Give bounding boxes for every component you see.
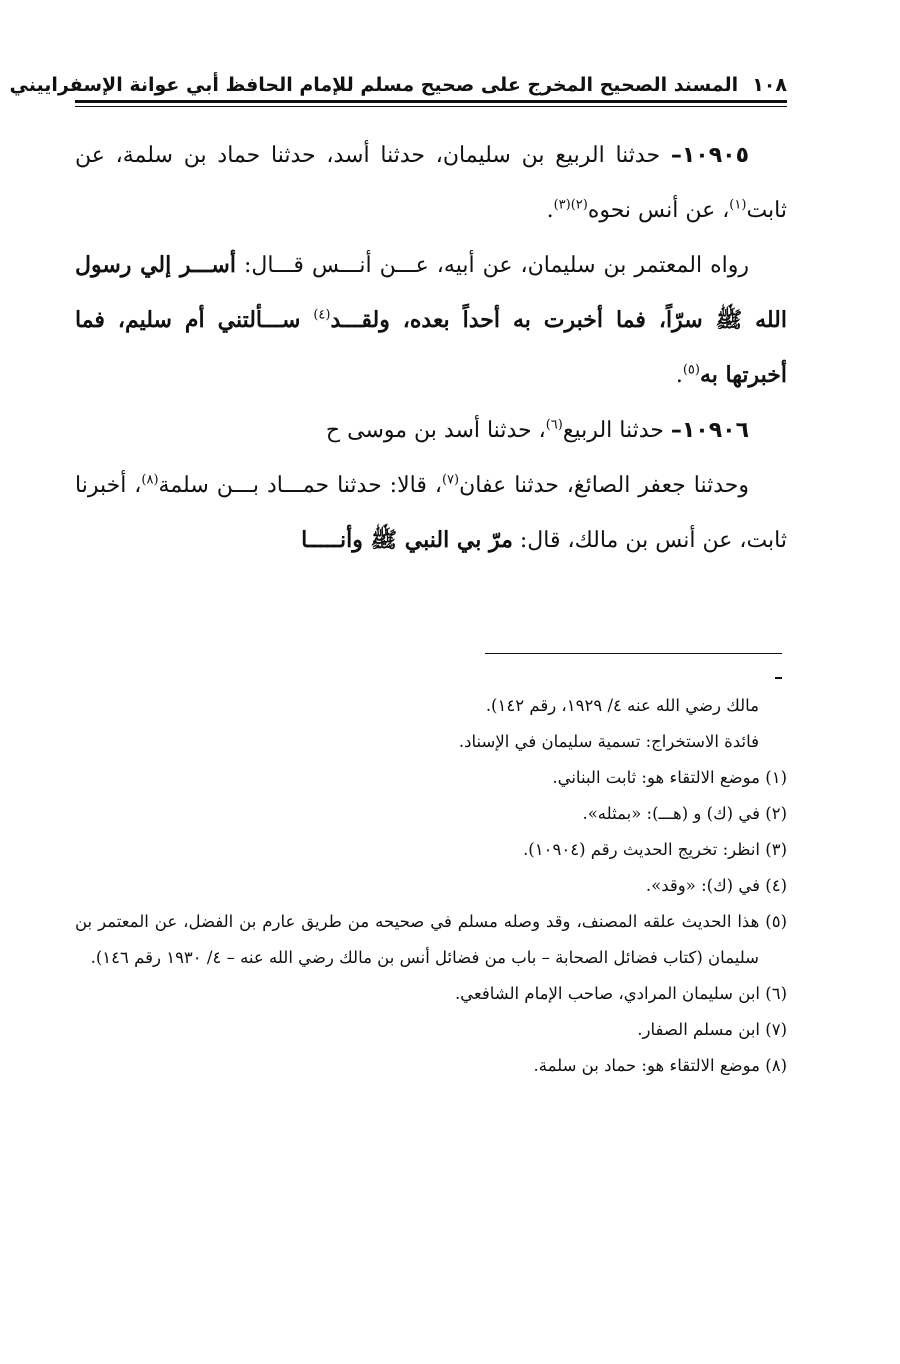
header-rule-thin bbox=[75, 106, 787, 107]
footnote-ref[interactable]: (٨) bbox=[141, 472, 159, 488]
mutaba-text: . bbox=[675, 363, 683, 388]
footnote-ref[interactable]: (٢) bbox=[570, 197, 588, 213]
hadith-10905 bbox=[75, 128, 787, 238]
hadith-number: ١٠٩٠٥ bbox=[681, 143, 749, 168]
running-header bbox=[9, 62, 787, 96]
hadith-text: ، عن أنس نحوه bbox=[587, 198, 730, 223]
matn-bold: أســـر إلي رسول الله ﷺ سرّاً، فما أخبرت به أحداً بعده، ولقـــد bbox=[75, 252, 787, 333]
footnote-item: (٣) انظر: تخريج الحديث رقم (١٠٩٠٤). bbox=[523, 840, 787, 859]
book-title: المسند الصحيح المخرج على صحيح مسلم للإمام الحافظ أبي عوانة الإسفراييني bbox=[9, 74, 739, 96]
hadith-text: ، قالا: حدثنا حمـــاد بـــن سلمة bbox=[158, 473, 442, 498]
footnote-carryover: فائدة الاستخراج: تسمية سليمان في الإسناد. bbox=[458, 732, 759, 751]
matn-bold: مرّ بي النبي ﷺ وأنـــــا bbox=[301, 527, 513, 553]
footnote-ref[interactable]: (٦) bbox=[545, 417, 563, 433]
hadith-text: ، حدثنا أسد بن موسى ح bbox=[325, 418, 546, 443]
footnote-ref[interactable]: (٧) bbox=[441, 472, 460, 488]
page-number: ١٠٨ bbox=[752, 74, 787, 96]
footnote-item: (٢) في (ك) و (هـــ): «بمثله». bbox=[582, 804, 787, 823]
hadith-10906-continued bbox=[75, 458, 787, 568]
footnote-item: (٧) ابن مسلم الصفار. bbox=[637, 1020, 787, 1039]
hadith-text: وحدثنا جعفر الصائغ، حدثنا عفان bbox=[459, 473, 749, 498]
footnote-item: (٥) هذا الحديث علقه المصنف، وقد وصله مسلم في صحيحه من طريق عارم بن الفضل، عن المعتمر بن سليمان (كتاب فضائل الصحابة – باب من فضائل أنس بن مالك رضي الله عنه – ٤/ ١٩٣٠ رقم ١٤٦). bbox=[75, 912, 787, 967]
hadith-text: حدثنا الربيع bbox=[562, 418, 671, 443]
footnote-carryover: مالك رضي الله عنه ٤/ ١٩٢٩، رقم ١٤٢). bbox=[485, 696, 759, 715]
footnote-ref[interactable]: (٤) bbox=[313, 307, 331, 323]
matn-bold: ســـألتني أم سليم، فما أخبرتها به bbox=[75, 307, 787, 388]
footnote-item: (٨) موضع الالتقاء هو: حماد بن سلمة. bbox=[533, 1056, 787, 1075]
hadith-10906 bbox=[75, 403, 787, 458]
hadith-text: ، أخبرنا ثابت، عن أنس بن مالك، قال: bbox=[75, 473, 787, 553]
mutaba-paragraph bbox=[75, 238, 787, 403]
footnote-ref[interactable]: (٥) bbox=[682, 362, 700, 378]
mutaba-text: رواه المعتمر بن سليمان، عن أبيه، عـــن أنـــس قـــال: bbox=[235, 253, 749, 278]
footnote-item: (٦) ابن سليمان المرادي، صاحب الإمام الشافعي. bbox=[454, 984, 787, 1003]
main-text bbox=[75, 128, 787, 568]
continuation-mark bbox=[775, 677, 782, 679]
hadith-text: حدثنا الربيع بن سليمان، حدثنا أسد، حدثنا حماد بن سلمة، عن ثابت bbox=[75, 143, 787, 223]
footnotes bbox=[75, 688, 787, 1084]
footnote-ref[interactable]: (١) bbox=[729, 197, 747, 213]
hadith-dash: – bbox=[670, 143, 682, 168]
header-rule-thick bbox=[75, 100, 787, 103]
footnote-separator bbox=[485, 653, 782, 654]
footnote-item: (١) موضع الالتقاء هو: ثابت البناني. bbox=[552, 768, 787, 787]
footnote-item: (٤) في (ك): «وقد». bbox=[645, 876, 787, 895]
hadith-number: ١٠٩٠٦ bbox=[681, 418, 749, 443]
footnote-ref[interactable]: (٣) bbox=[553, 197, 571, 213]
hadith-dash: – bbox=[670, 418, 682, 443]
hadith-text: . bbox=[546, 198, 554, 223]
